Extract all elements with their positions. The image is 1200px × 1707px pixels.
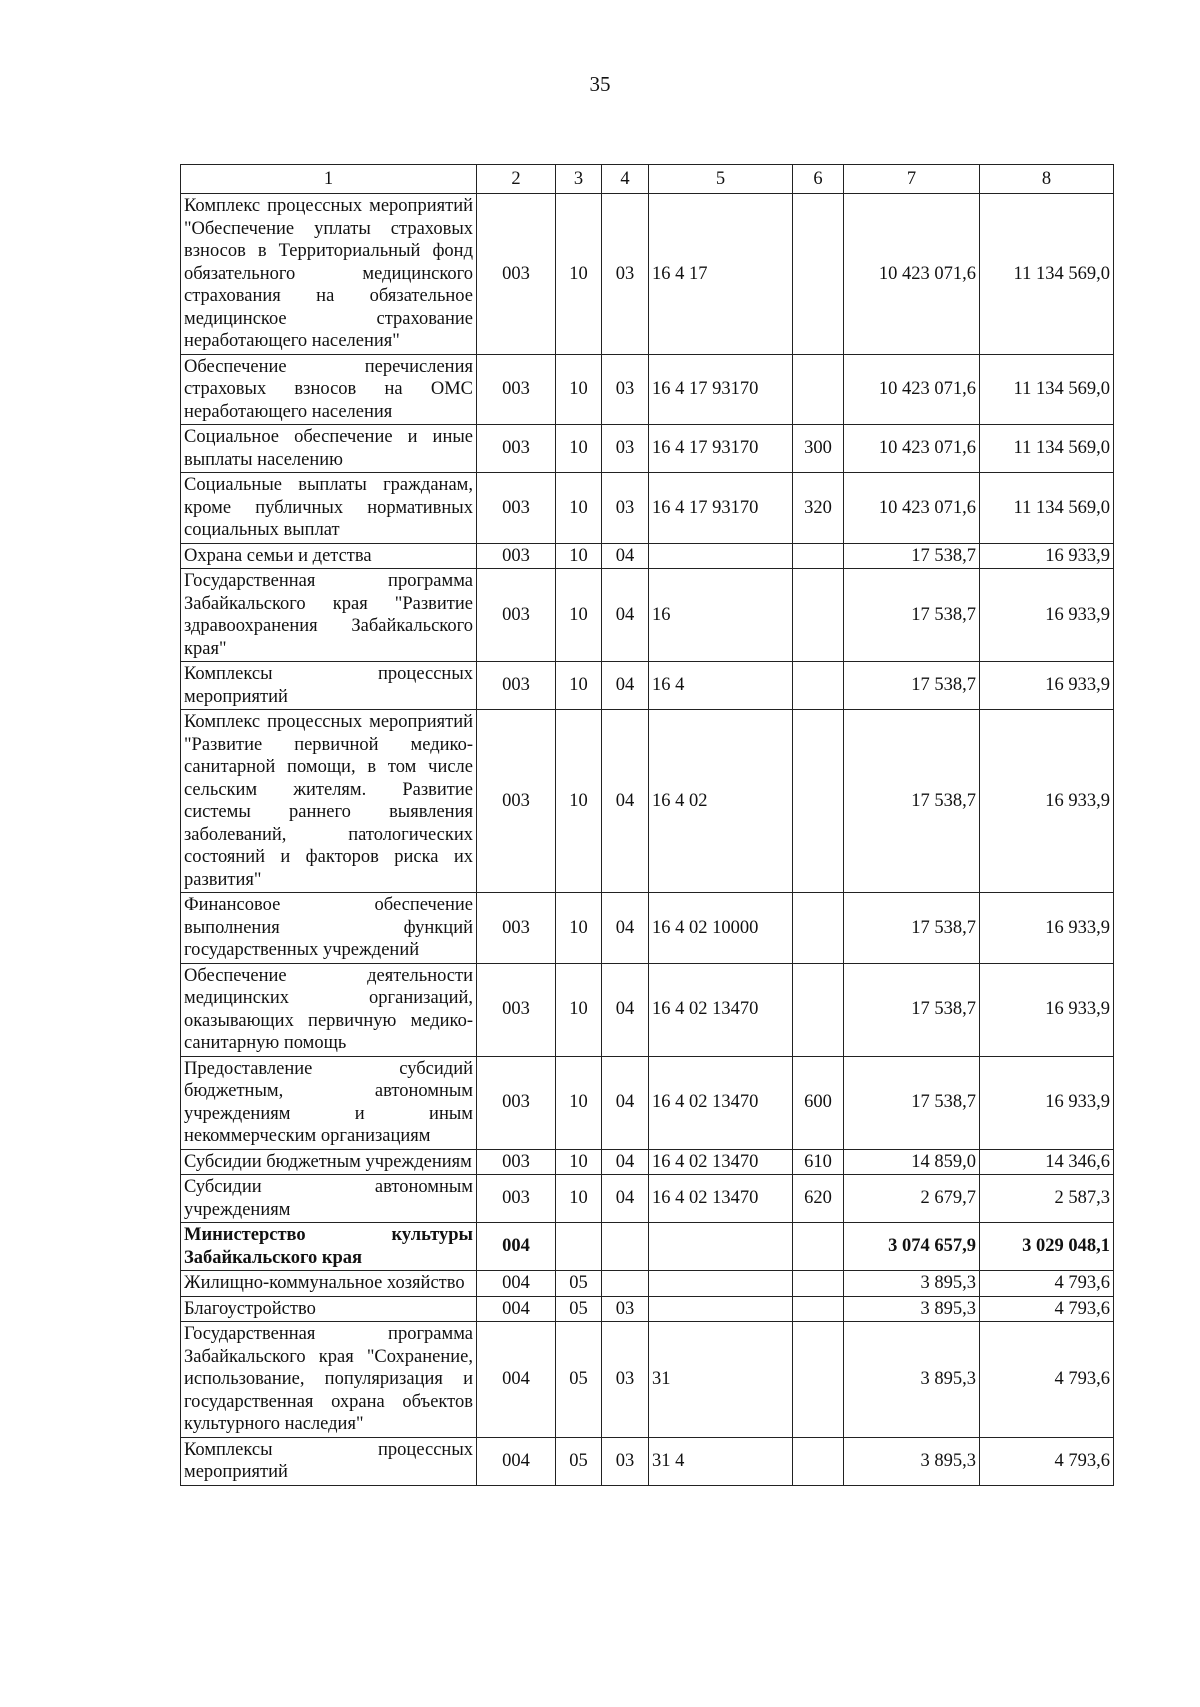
table-row	[181, 425, 1114, 473]
target-article-cell: 31 4	[649, 1437, 793, 1485]
subsection-code-cell: 04	[602, 662, 649, 710]
column-header: 1	[181, 165, 477, 194]
target-article-cell: 16 4 02 10000	[649, 893, 793, 964]
expense-type-cell	[793, 1296, 844, 1322]
amount-col7-cell: 10 423 071,6	[844, 425, 980, 473]
row-name-cell: Комплекс процессных мероприятий "Развитие первичной медико-санитарной помощи, в том числе сельским жителям. Развитие системы раннего выявления заболеваний, патологических состояний и факторов риска их развития"	[181, 710, 477, 893]
table-row	[181, 1175, 1114, 1223]
chapter-code-cell: 003	[477, 569, 556, 662]
amount-col8-cell: 14 346,6	[980, 1149, 1114, 1175]
column-header: 3	[556, 165, 602, 194]
table-row	[181, 473, 1114, 544]
target-article-cell: 16 4 17	[649, 194, 793, 355]
subsection-code-cell: 03	[602, 354, 649, 425]
expense-type-cell	[793, 1437, 844, 1485]
row-name-cell: Обеспечение деятельности медицинских организаций, оказывающих первичную медико-санитарную помощь	[181, 963, 477, 1056]
subsection-code-cell: 04	[602, 1175, 649, 1223]
chapter-code-cell: 003	[477, 194, 556, 355]
subsection-code-cell: 04	[602, 710, 649, 893]
subsection-code-cell	[602, 1223, 649, 1271]
chapter-code-cell: 004	[477, 1271, 556, 1297]
amount-col7-cell: 3 895,3	[844, 1437, 980, 1485]
row-name-cell: Субсидии автономным учреждениям	[181, 1175, 477, 1223]
expense-type-cell	[793, 569, 844, 662]
chapter-code-cell: 003	[477, 1056, 556, 1149]
chapter-code-cell: 003	[477, 1149, 556, 1175]
column-header: 8	[980, 165, 1114, 194]
row-name-cell: Комплекс процессных мероприятий "Обеспечение уплаты страховых взносов в Территориальный фонд обязательного медицинского страхования на обязательное медицинское страхование неработающего населения"	[181, 194, 477, 355]
page-number: 35	[589, 72, 611, 96]
table-row	[181, 1296, 1114, 1322]
target-article-cell: 16 4 02 13470	[649, 1149, 793, 1175]
table-row	[181, 1223, 1114, 1271]
amount-col7-cell: 17 538,7	[844, 893, 980, 964]
row-name-cell: Финансовое обеспечение выполнения функций государственных учреждений	[181, 893, 477, 964]
chapter-code-cell: 003	[477, 354, 556, 425]
target-article-cell: 16	[649, 569, 793, 662]
section-code-cell: 10	[556, 354, 602, 425]
amount-col7-cell: 17 538,7	[844, 1056, 980, 1149]
column-header: 7	[844, 165, 980, 194]
amount-col8-cell: 16 933,9	[980, 893, 1114, 964]
subsection-code-cell: 03	[602, 425, 649, 473]
amount-col8-cell: 16 933,9	[980, 1056, 1114, 1149]
amount-col7-cell: 3 074 657,9	[844, 1223, 980, 1271]
amount-col7-cell: 17 538,7	[844, 569, 980, 662]
subsection-code-cell: 04	[602, 569, 649, 662]
amount-col7-cell: 17 538,7	[844, 963, 980, 1056]
amount-col7-cell: 2 679,7	[844, 1175, 980, 1223]
target-article-cell: 16 4 02 13470	[649, 1056, 793, 1149]
expense-type-cell	[793, 893, 844, 964]
amount-col7-cell: 17 538,7	[844, 710, 980, 893]
amount-col8-cell: 16 933,9	[980, 543, 1114, 569]
amount-col8-cell: 4 793,6	[980, 1296, 1114, 1322]
subsection-code-cell: 04	[602, 543, 649, 569]
chapter-code-cell: 003	[477, 963, 556, 1056]
row-name-cell: Благоустройство	[181, 1296, 477, 1322]
amount-col8-cell: 11 134 569,0	[980, 354, 1114, 425]
target-article-cell: 16 4 02 13470	[649, 1175, 793, 1223]
table-row	[181, 963, 1114, 1056]
subsection-code-cell: 04	[602, 963, 649, 1056]
section-code-cell: 10	[556, 710, 602, 893]
row-name-cell: Обеспечение перечисления страховых взносов на ОМС неработающего населения	[181, 354, 477, 425]
table-row	[181, 1056, 1114, 1149]
section-code-cell: 10	[556, 1149, 602, 1175]
table-row	[181, 1271, 1114, 1297]
chapter-code-cell: 003	[477, 1175, 556, 1223]
subsection-code-cell: 03	[602, 473, 649, 544]
expense-type-cell: 620	[793, 1175, 844, 1223]
expense-type-cell	[793, 1271, 844, 1297]
table-row	[181, 194, 1114, 355]
subsection-code-cell: 03	[602, 1437, 649, 1485]
expense-type-cell	[793, 354, 844, 425]
column-header: 5	[649, 165, 793, 194]
row-name-cell: Субсидии бюджетным учреждениям	[181, 1149, 477, 1175]
table-row	[181, 354, 1114, 425]
target-article-cell: 16 4 17 93170	[649, 473, 793, 544]
target-article-cell	[649, 1296, 793, 1322]
expense-type-cell: 600	[793, 1056, 844, 1149]
amount-col8-cell: 16 933,9	[980, 569, 1114, 662]
target-article-cell: 16 4 02	[649, 710, 793, 893]
section-code-cell: 10	[556, 194, 602, 355]
amount-col7-cell: 3 895,3	[844, 1322, 980, 1438]
section-code-cell: 05	[556, 1437, 602, 1485]
target-article-cell	[649, 1271, 793, 1297]
chapter-code-cell: 003	[477, 710, 556, 893]
amount-col7-cell: 3 895,3	[844, 1271, 980, 1297]
section-code-cell: 10	[556, 1056, 602, 1149]
section-code-cell: 10	[556, 1175, 602, 1223]
table-row	[181, 1149, 1114, 1175]
target-article-cell: 16 4 02 13470	[649, 963, 793, 1056]
section-code-cell: 05	[556, 1296, 602, 1322]
target-article-cell: 16 4 17 93170	[649, 354, 793, 425]
section-code-cell: 10	[556, 543, 602, 569]
expense-type-cell	[793, 1223, 844, 1271]
expense-type-cell: 320	[793, 473, 844, 544]
budget-table	[180, 164, 1114, 1486]
chapter-code-cell: 003	[477, 543, 556, 569]
expense-type-cell	[793, 543, 844, 569]
subsection-code-cell: 03	[602, 194, 649, 355]
section-code-cell: 10	[556, 569, 602, 662]
column-header: 2	[477, 165, 556, 194]
target-article-cell	[649, 1223, 793, 1271]
chapter-code-cell: 004	[477, 1296, 556, 1322]
table-row	[181, 543, 1114, 569]
chapter-code-cell: 003	[477, 893, 556, 964]
subsection-code-cell	[602, 1271, 649, 1297]
amount-col8-cell: 4 793,6	[980, 1322, 1114, 1438]
section-code-cell: 10	[556, 963, 602, 1056]
amount-col7-cell: 17 538,7	[844, 543, 980, 569]
amount-col8-cell: 11 134 569,0	[980, 473, 1114, 544]
expense-type-cell	[793, 662, 844, 710]
amount-col8-cell: 2 587,3	[980, 1175, 1114, 1223]
expense-type-cell	[793, 963, 844, 1056]
table-row	[181, 710, 1114, 893]
amount-col7-cell: 17 538,7	[844, 662, 980, 710]
amount-col8-cell: 16 933,9	[980, 662, 1114, 710]
expense-type-cell	[793, 194, 844, 355]
target-article-cell: 31	[649, 1322, 793, 1438]
table-row	[181, 569, 1114, 662]
amount-col7-cell: 10 423 071,6	[844, 194, 980, 355]
column-header: 6	[793, 165, 844, 194]
target-article-cell: 16 4	[649, 662, 793, 710]
amount-col8-cell: 4 793,6	[980, 1437, 1114, 1485]
table-row	[181, 1437, 1114, 1485]
row-name-cell: Комплексы процессных мероприятий	[181, 1437, 477, 1485]
subsection-code-cell: 03	[602, 1296, 649, 1322]
section-code-cell: 10	[556, 662, 602, 710]
subsection-code-cell: 04	[602, 893, 649, 964]
chapter-code-cell: 004	[477, 1223, 556, 1271]
subsection-code-cell: 04	[602, 1149, 649, 1175]
chapter-code-cell: 003	[477, 425, 556, 473]
section-code-cell: 10	[556, 473, 602, 544]
table-row	[181, 662, 1114, 710]
row-name-cell: Охрана семьи и детства	[181, 543, 477, 569]
table-row	[181, 1322, 1114, 1438]
expense-type-cell	[793, 1322, 844, 1438]
row-name-cell: Социальные выплаты гражданам, кроме публичных нормативных социальных выплат	[181, 473, 477, 544]
section-code-cell: 05	[556, 1271, 602, 1297]
expense-type-cell	[793, 710, 844, 893]
expense-type-cell: 300	[793, 425, 844, 473]
row-name-cell: Жилищно-коммунальное хозяйство	[181, 1271, 477, 1297]
amount-col7-cell: 14 859,0	[844, 1149, 980, 1175]
target-article-cell: 16 4 17 93170	[649, 425, 793, 473]
header-row	[181, 165, 1114, 194]
table-row	[181, 893, 1114, 964]
section-code-cell: 10	[556, 893, 602, 964]
chapter-code-cell: 003	[477, 662, 556, 710]
section-code-cell	[556, 1223, 602, 1271]
row-name-cell: Государственная программа Забайкальского края "Развитие здравоохранения Забайкальского края"	[181, 569, 477, 662]
row-name-cell: Министерство культуры Забайкальского края	[181, 1223, 477, 1271]
target-article-cell	[649, 543, 793, 569]
amount-col7-cell: 10 423 071,6	[844, 473, 980, 544]
subsection-code-cell: 04	[602, 1056, 649, 1149]
row-name-cell: Комплексы процессных мероприятий	[181, 662, 477, 710]
row-name-cell: Предоставление субсидий бюджетным, автономным учреждениям и иным некоммерческим организациям	[181, 1056, 477, 1149]
expense-type-cell: 610	[793, 1149, 844, 1175]
chapter-code-cell: 004	[477, 1322, 556, 1438]
amount-col7-cell: 10 423 071,6	[844, 354, 980, 425]
chapter-code-cell: 004	[477, 1437, 556, 1485]
amount-col8-cell: 16 933,9	[980, 963, 1114, 1056]
section-code-cell: 10	[556, 425, 602, 473]
section-code-cell: 05	[556, 1322, 602, 1438]
amount-col8-cell: 11 134 569,0	[980, 425, 1114, 473]
chapter-code-cell: 003	[477, 473, 556, 544]
amount-col8-cell: 11 134 569,0	[980, 194, 1114, 355]
column-header: 4	[602, 165, 649, 194]
amount-col8-cell: 4 793,6	[980, 1271, 1114, 1297]
amount-col8-cell: 16 933,9	[980, 710, 1114, 893]
amount-col7-cell: 3 895,3	[844, 1296, 980, 1322]
row-name-cell: Социальное обеспечение и иные выплаты населению	[181, 425, 477, 473]
subsection-code-cell: 03	[602, 1322, 649, 1438]
row-name-cell: Государственная программа Забайкальского края "Сохранение, использование, популяризация и государственная охрана объектов культурного наследия"	[181, 1322, 477, 1438]
amount-col8-cell: 3 029 048,1	[980, 1223, 1114, 1271]
